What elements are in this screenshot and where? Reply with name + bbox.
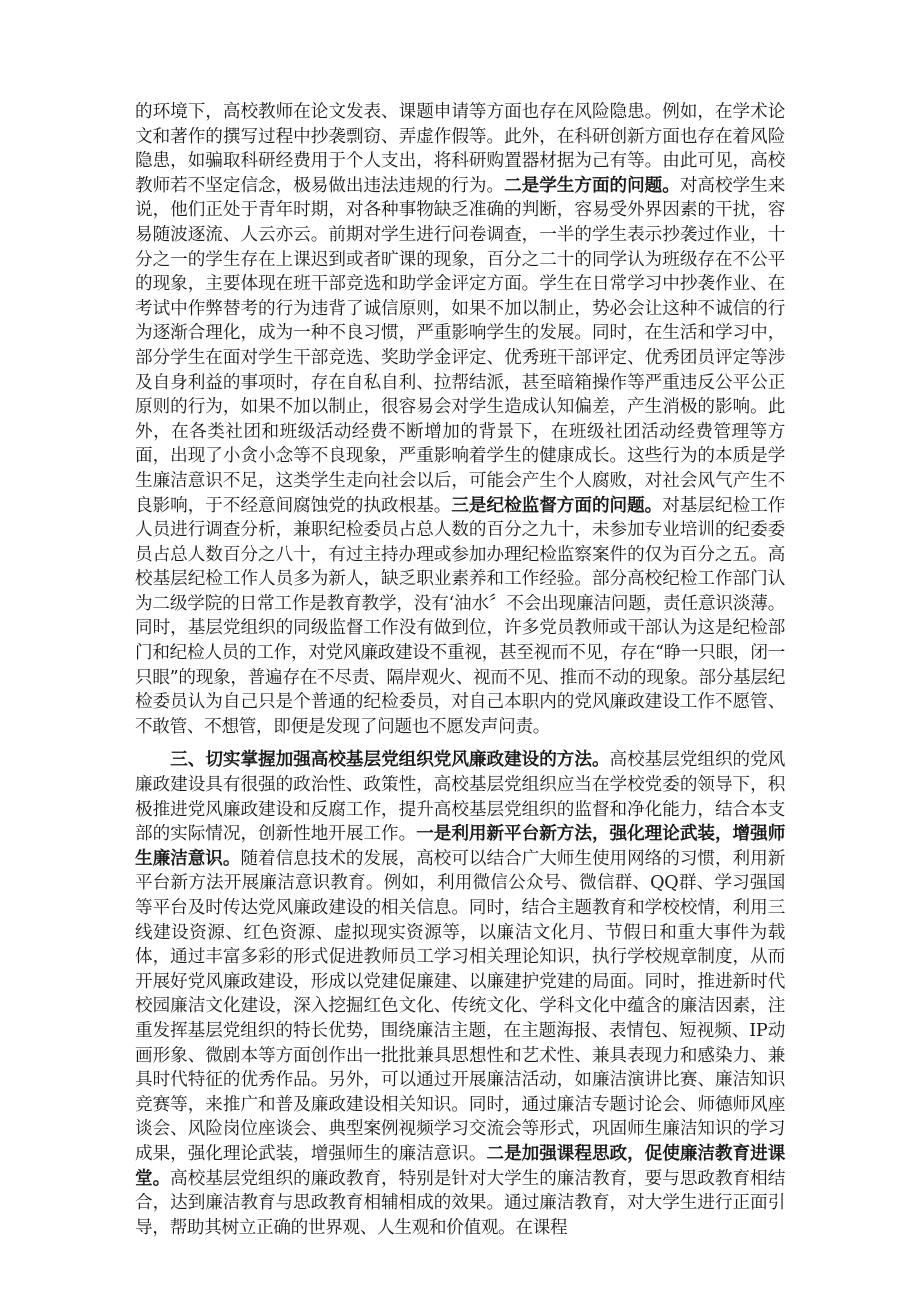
paragraph-problems-continued: [135, 100, 785, 739]
section-three-heading: 三、切实掌握加强高校基层党组织党风廉政建设的方法。: [170, 749, 610, 771]
text-student-problems: 对高校学生来说，他们正处于青年时期，对各种事物缺乏准确的判断，容易受外界因素的干扰，容易随波逐流、人云亦云。前期对学生进行问卷调查，一半的学生表示抄袭过作业，十分之一的学生存在上课迟到或者旷课的现象，百分之二十的同学认为班级存在不公平的现象，主要体现在班干部竞选和助学金评定方面。学生在日常学习中抄袭作业、在考试中作弊替考的行为违背了诚信原则，如果不加以制止，势必会让这种不诚信的行为逐渐合理化，成为一种不良习惯，严重影响学生的发展。同时，在生活和学习中，部分学生在面对学生干部竞选、奖助学金评定、优秀班干部评定、优秀团员评定等涉及自身利益的事项时，存在自私自利、拉帮结派，甚至暗箱操作等严重违反公平公正原则的行为，如果不加以制止，很容易会对学生造成认知偏差，产生消极的影响。此外，在各类社团和班级活动经费不断增加的背景下，在班级社团活动经费管理等方面，出现了小贪小念等不良现象，严重影响着学生的健康成长。这些行为的本质是学生廉洁意识不足，这类学生走向社会以后，可能会产生个人腐败，对社会风气产生不良影响，于不经意间腐蚀党的执政根基。: [135, 175, 785, 516]
text-discipline-problems: 对基层纪检工作人员进行调查分析，兼职纪检委员占总人数的百分之九十，未参加专业培训的纪委委员占总人数百分之八十，有过主持办理或参加办理纪检监察案件的仅为百分之五。高校基层纪检工作人员多为新人，缺乏职业素养和工作经验。部分高校纪检工作部门认为二级学院的日常工作是教育教学，没有‘油水〞不会出现廉洁问题，责任意识淡薄。同时，基层党组织的同级监督工作没有做到位，许多党员教师或干部认为这是纪检部门和纪检人员的工作，对党风廉政建设不重视，甚至视而不见，存在“睁一只眼，闭一只眼”的现象，普遍存在不尽责、隔岸观火、视而不见、推而不动的现象。部分基层纪检委员认为自己只是个普通的纪检委员，对自己本职内的党风廉政建设工作不愿管、不敢管、不想管，即便是发现了问题也不愿发声问责。: [135, 495, 786, 737]
text-new-platforms: 随着信息技术的发展，高校可以结合广大师生使用网络的习惯，利用新平台新方法开展廉洁意识教育。例如，利用微信公众号、微信群、QQ群、学习强国等平台及时传达党风廉政建设的相关信息。同时，结合主题教育和学校校情，利用三线建设资源、红色资源、虚拟现实资源等，以廉洁文化月、节假日和重大事件为载体，通过丰富多彩的形式促进教师员工学习相关理论知识，执行学校规章制度，从而开展好党风廉政建设，形成以党建促廉建、以廉建护党建的局面。同时，推进新时代校园廉洁文化建设，深入挖掘红色文化、传统文化、学科文化中蕴含的廉洁因素，注重发挥基层党组织的特长优势，围绕廉洁主题，在主题海报、表情包、短视频、IP动画形象、微剧本等方面创作出一批批兼具思想性和艺术性、兼具表现力和感染力、兼具时代特征的优秀作品。另外，可以通过开展廉洁活动，如廉洁演讲比赛、廉洁知识竞赛等，来推广和普及廉政建设相关知识。同时，通过廉洁专题讨论会、师德师风座谈会、风险岗位座谈会、典型案例视频学习交流会等形式，巩固师生廉洁知识的学习成果，强化理论武装，增强师生的廉洁意识。: [135, 848, 785, 1164]
heading-new-platforms: 一是利用新平台新方法，强化理论武装，增强师生廉洁意识。: [135, 823, 785, 869]
paragraph-section-three: [135, 748, 785, 1240]
text-section-three-intro: 高校基层党组织的党风廉政建设具有很强的政治性、政策性，高校基层党组织应当在学校党委的领导下，积极推进党风廉政建设和反腐工作，提升高校基层党组织的监督和净化能力，结合本支部的实际情况，创新性地开展工作。: [135, 750, 785, 845]
heading-student-problems: 二是学生方面的问题。: [504, 174, 680, 196]
heading-discipline-problems: 三是纪检监督方面的问题。: [451, 494, 663, 516]
heading-course-ideology: 二是加强课程思政，促使廉洁教育进课堂。: [135, 1142, 785, 1189]
document-page: [135, 100, 785, 1240]
text-teacher-risks: 的环境下，高校教师在论文发表、课题申请等方面也存在风险隐患。例如，在学术论文和著作的撰写过程中抄袭剽窃、弄虚作假等。此外，在科研创新方面也存在着风险隐患，如骗取科研经费用于个人支出，将科研购置器材据为己有等。由此可见，高校教师若不坚定信念，极易做出违法违规的行为。: [135, 102, 785, 196]
text-course-ideology: 高校基层党组织的廉政教育，特别是针对大学生的廉洁教育，要与思政教育相结合，达到廉洁教育与思政教育相辅相成的效果。通过廉洁教育，对大学生进行正面引导，帮助其树立正确的世界观、人生观和价值观。在课程: [135, 1168, 785, 1238]
